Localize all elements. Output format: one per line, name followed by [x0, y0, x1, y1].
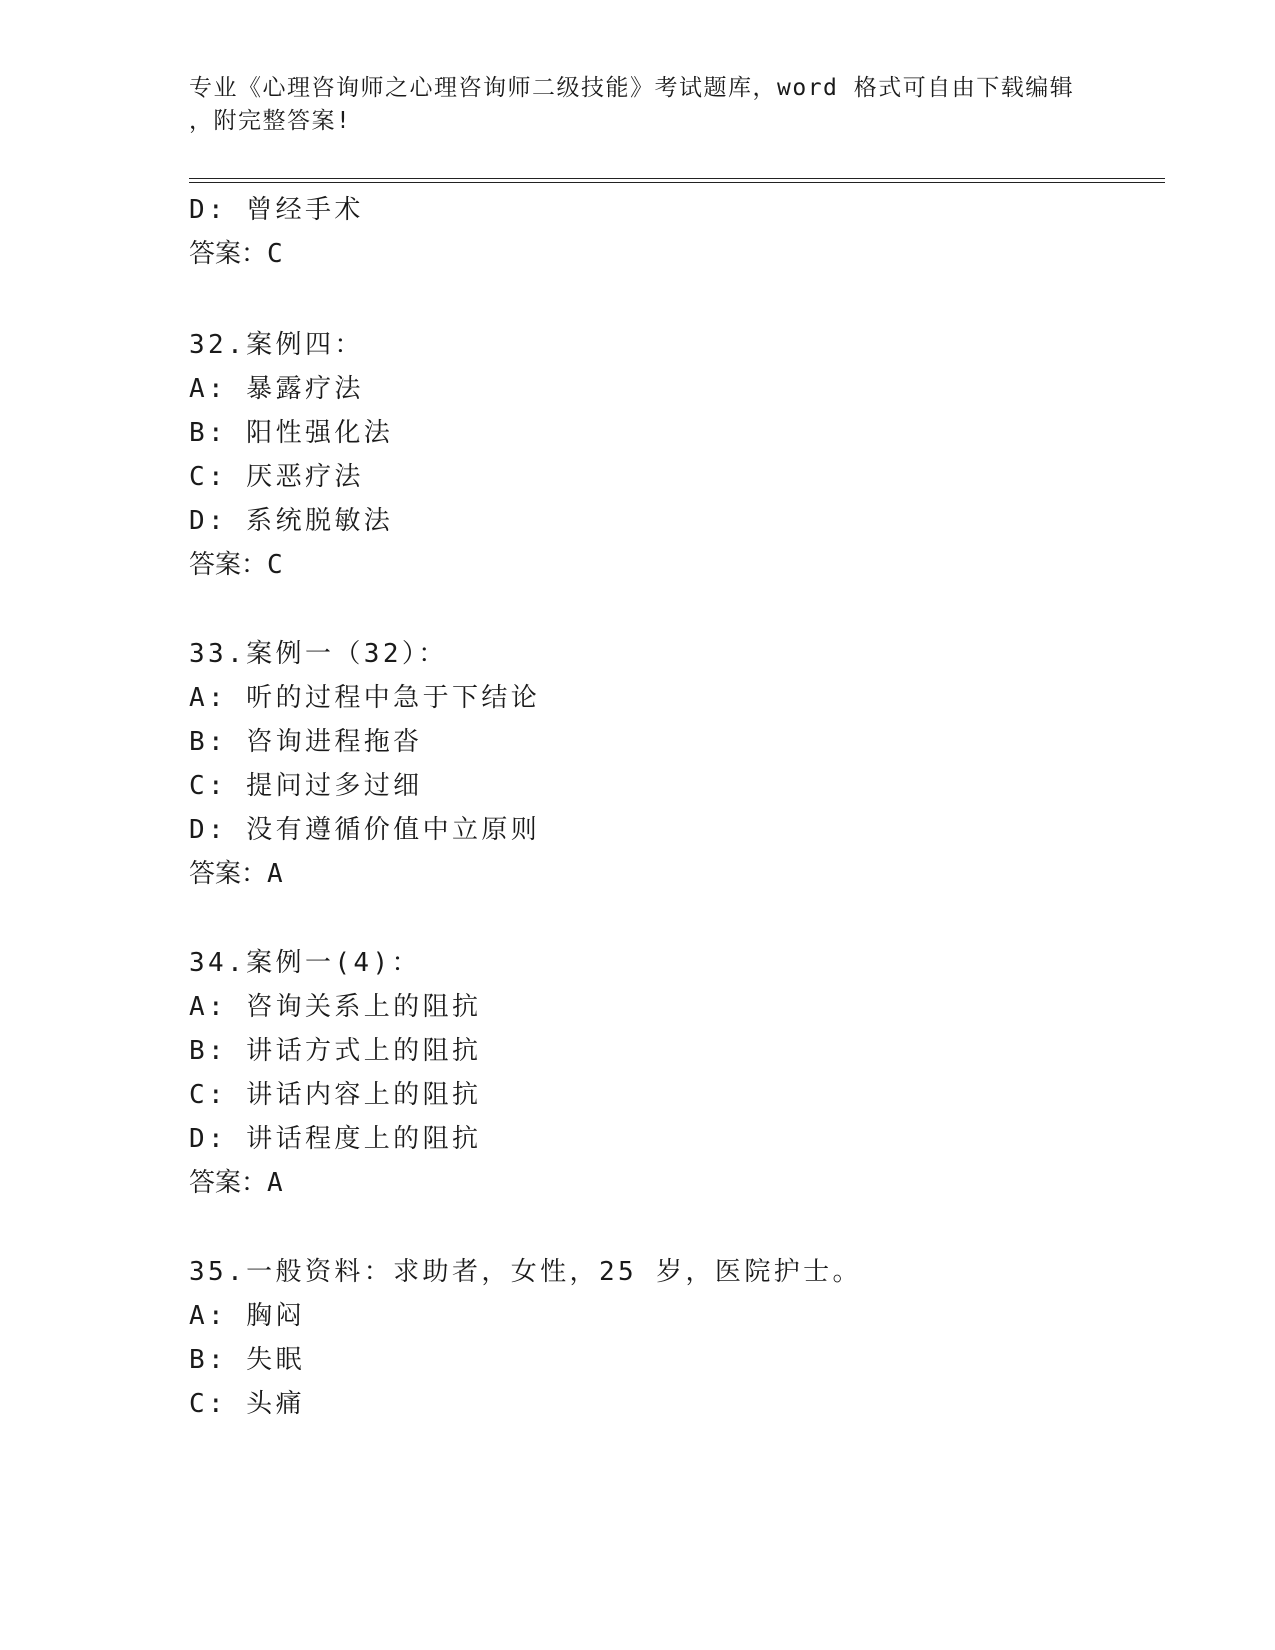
option-text: 讲话内容上的阻抗	[246, 1080, 482, 1110]
option-letter: B:	[189, 1036, 228, 1066]
option-text: 厌恶疗法	[246, 462, 364, 492]
question-33-option-d	[189, 813, 540, 847]
question-33-option-a	[189, 681, 540, 715]
option-text: 系统脱敏法	[246, 506, 394, 536]
answer-label: 答案：	[189, 859, 268, 889]
question-32-option-d	[189, 504, 393, 538]
option-text: 曾经手术	[246, 195, 364, 225]
question-34-answer	[189, 1166, 283, 1200]
answer-value: A	[267, 859, 283, 889]
header-line-1: 专业《心理咨询师之心理咨询师二级技能》考试题库，word 格式可自由下载编辑	[189, 75, 1075, 101]
option-letter: D:	[189, 195, 228, 225]
answer-label: 答案：	[189, 550, 268, 580]
question-33-stem: 33.案例一（32）：	[189, 639, 448, 669]
option-letter: A:	[189, 992, 228, 1022]
option-letter: C:	[189, 1080, 228, 1110]
option-text: 咨询关系上的阻抗	[246, 992, 482, 1022]
question-35-stem: 35.一般资料：求助者，女性，25 岁，医院护士。	[189, 1257, 862, 1287]
question-35-option-c	[189, 1387, 305, 1421]
option-prev-d	[189, 193, 364, 227]
option-text: 胸闷	[246, 1301, 305, 1331]
answer-value: C	[267, 550, 283, 580]
question-33-option-b	[189, 725, 423, 759]
header-line-2: ，附完整答案!	[189, 108, 352, 134]
question-32-stem: 32.案例四：	[189, 330, 364, 360]
question-34-option-d	[189, 1122, 481, 1156]
option-text: 头痛	[246, 1389, 305, 1419]
option-letter: A:	[189, 683, 228, 713]
option-letter: B:	[189, 727, 228, 757]
question-32-option-a	[189, 372, 364, 406]
question-33-option-c	[189, 769, 423, 803]
question-34-option-a	[189, 990, 481, 1024]
option-text: 阳性强化法	[246, 418, 394, 448]
option-letter: D:	[189, 815, 228, 845]
question-34-option-c	[189, 1078, 481, 1112]
option-letter: D:	[189, 506, 228, 536]
option-letter: C:	[189, 771, 228, 801]
question-32-option-c	[189, 460, 364, 494]
question-34-option-b	[189, 1034, 481, 1068]
answer-label: 答案：	[189, 1168, 268, 1198]
question-32-answer	[189, 548, 283, 582]
header-divider	[189, 178, 1165, 183]
option-text: 没有遵循价值中立原则	[246, 815, 541, 845]
option-text: 讲话程度上的阻抗	[246, 1124, 482, 1154]
option-text: 讲话方式上的阻抗	[246, 1036, 482, 1066]
answer-value: C	[267, 239, 283, 269]
page-header	[189, 72, 1089, 138]
question-35-option-b	[189, 1343, 305, 1377]
option-text: 失眠	[246, 1345, 305, 1375]
question-33-answer	[189, 857, 283, 891]
option-text: 暴露疗法	[246, 374, 364, 404]
option-letter: B:	[189, 418, 228, 448]
option-letter: A:	[189, 1301, 228, 1331]
answer-value: A	[267, 1168, 283, 1198]
answer-prev	[189, 237, 283, 271]
option-letter: C:	[189, 1389, 228, 1419]
option-letter: A:	[189, 374, 228, 404]
option-letter: C:	[189, 462, 228, 492]
option-text: 听的过程中急于下结论	[246, 683, 541, 713]
answer-label: 答案：	[189, 239, 268, 269]
question-34-stem: 34.案例一(4)：	[189, 948, 421, 978]
option-text: 提问过多过细	[246, 771, 423, 801]
question-32-option-b	[189, 416, 393, 450]
option-letter: B:	[189, 1345, 228, 1375]
option-text: 咨询进程拖沓	[246, 727, 423, 757]
option-letter: D:	[189, 1124, 228, 1154]
question-35-option-a	[189, 1299, 305, 1333]
